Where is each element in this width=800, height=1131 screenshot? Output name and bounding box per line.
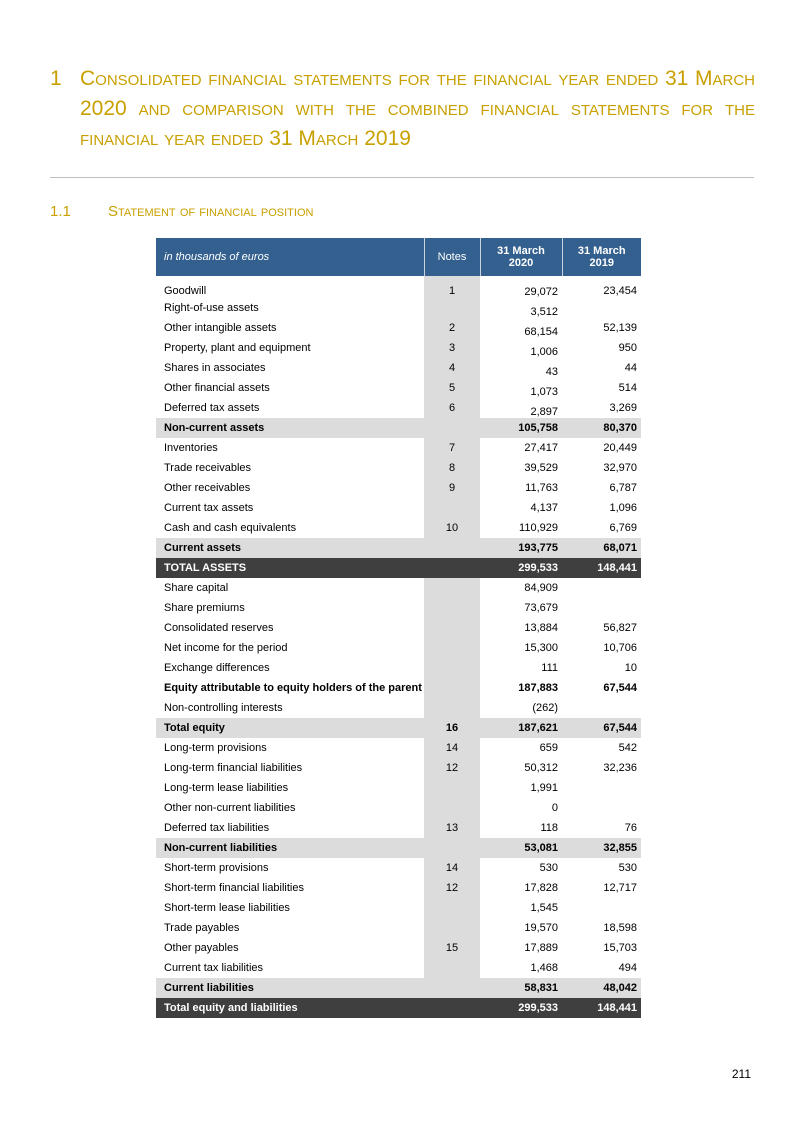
table-row — [156, 358, 641, 378]
row-value-2019: 3,269 — [609, 402, 637, 414]
row-value-2019: 67,544 — [603, 682, 637, 694]
table-row — [156, 698, 641, 718]
row-label: Other financial assets — [164, 382, 270, 394]
row-label: Other non-current liabilities — [164, 802, 296, 814]
row-note — [424, 638, 480, 658]
table-row — [156, 498, 641, 518]
row-label: Trade receivables — [164, 462, 252, 474]
table-row — [156, 978, 641, 998]
table-row — [156, 758, 641, 778]
table-row — [156, 518, 641, 538]
row-note: 9 — [424, 478, 480, 498]
section-number: 1 — [50, 67, 62, 90]
row-value-2020: 2,897 — [530, 406, 558, 418]
table-row — [156, 598, 641, 618]
row-value-2019: 12,717 — [603, 882, 637, 894]
row-note: 16 — [424, 718, 480, 738]
row-value-2019: 494 — [618, 962, 637, 974]
row-label: Other receivables — [164, 482, 251, 494]
row-value-2019: 52,139 — [603, 322, 637, 334]
row-value-2020: 17,889 — [524, 942, 558, 954]
row-label: Total equity — [156, 718, 424, 738]
table-row — [156, 838, 641, 858]
row-label: Short-term provisions — [164, 862, 269, 874]
row-label: Non-current liabilities — [156, 838, 424, 858]
row-value-2020: (262) — [532, 702, 558, 714]
row-value-2020: 73,679 — [524, 602, 558, 614]
section-heading — [50, 64, 755, 154]
year-2020-header: 31 March 2020 — [480, 238, 562, 276]
table-row — [156, 538, 641, 558]
row-value-2020: 1,006 — [530, 346, 558, 358]
row-value-2019 — [562, 898, 641, 918]
row-value-2020: 53,081 — [480, 838, 562, 858]
table-row — [156, 918, 641, 938]
page-number: 211 — [731, 1067, 751, 1081]
table-row — [156, 858, 641, 878]
row-label: Non-current assets — [156, 418, 424, 438]
subsection-title: Statement of financial position — [108, 203, 314, 220]
row-value-2019: 950 — [618, 342, 637, 354]
row-label: Current tax assets — [164, 502, 254, 514]
row-value-2020: 58,831 — [480, 978, 562, 998]
row-value-2020: 43 — [545, 366, 558, 378]
row-value-2020: 15,300 — [524, 642, 558, 654]
row-value-2020: 1,073 — [530, 386, 558, 398]
table-row — [156, 276, 641, 298]
row-note — [424, 658, 480, 678]
row-label: Consolidated reserves — [164, 622, 274, 634]
row-value-2019 — [562, 698, 641, 718]
table-row — [156, 958, 641, 978]
notes-header: Notes — [424, 238, 480, 276]
row-label: Long-term provisions — [164, 742, 267, 754]
row-label: Trade payables — [164, 922, 240, 934]
row-value-2020: 13,884 — [524, 622, 558, 634]
row-note — [424, 778, 480, 798]
row-value-2019: 67,544 — [562, 718, 641, 738]
row-label: Long-term lease liabilities — [164, 782, 289, 794]
row-note — [424, 678, 480, 698]
row-note — [424, 998, 480, 1018]
row-note: 13 — [424, 818, 480, 838]
table-header-row — [156, 238, 641, 276]
unit-header: in thousands of euros — [156, 238, 424, 276]
row-label: Cash and cash equivalents — [164, 522, 297, 534]
table-row — [156, 338, 641, 358]
row-value-2020: 299,533 — [480, 558, 562, 578]
table-body — [156, 276, 641, 1018]
table-row — [156, 878, 641, 898]
row-value-2019: 20,449 — [603, 442, 637, 454]
row-value-2020: 19,570 — [524, 922, 558, 934]
table-row — [156, 618, 641, 638]
row-value-2019: 1,096 — [609, 502, 637, 514]
row-label: Property, plant and equipment — [164, 342, 311, 354]
table-row — [156, 798, 641, 818]
row-label: Short-term lease liabilities — [164, 902, 290, 914]
row-value-2019 — [562, 598, 641, 618]
row-note: 7 — [424, 438, 480, 458]
row-label: Total equity and liabilities — [156, 998, 424, 1018]
row-note — [424, 418, 480, 438]
row-value-2020: 1,468 — [530, 962, 558, 974]
row-value-2019 — [562, 578, 641, 598]
subsection-heading — [50, 203, 313, 220]
row-note — [424, 698, 480, 718]
row-value-2019: 542 — [618, 742, 637, 754]
row-value-2020: 50,312 — [524, 762, 558, 774]
row-note: 5 — [424, 378, 480, 398]
row-value-2020: 3,512 — [530, 306, 558, 318]
row-value-2020: 187,621 — [480, 718, 562, 738]
financial-position-table — [156, 238, 641, 1018]
row-label: Right-of-use assets — [164, 302, 259, 314]
row-value-2020: 530 — [539, 862, 558, 874]
row-note — [424, 578, 480, 598]
table-row — [156, 578, 641, 598]
row-label: Exchange differences — [164, 662, 270, 674]
heading-divider — [50, 177, 754, 178]
row-value-2019: 6,769 — [609, 522, 637, 534]
table-row — [156, 438, 641, 458]
row-note — [424, 298, 480, 318]
row-value-2020: 299,533 — [480, 998, 562, 1018]
row-value-2019 — [562, 798, 641, 818]
row-value-2020: 17,828 — [524, 882, 558, 894]
table-row — [156, 818, 641, 838]
row-value-2020: 187,883 — [518, 682, 558, 694]
row-label: Long-term financial liabilities — [164, 762, 303, 774]
table-row — [156, 638, 641, 658]
row-value-2019: 148,441 — [562, 558, 641, 578]
row-value-2019: 6,787 — [609, 482, 637, 494]
row-note: 6 — [424, 398, 480, 418]
row-value-2020: 118 — [540, 822, 558, 834]
table-row — [156, 558, 641, 578]
row-value-2020: 0 — [551, 802, 558, 814]
row-note — [424, 498, 480, 518]
row-note — [424, 898, 480, 918]
row-note: 10 — [424, 518, 480, 538]
table-row — [156, 998, 641, 1018]
row-label: Other payables — [164, 942, 239, 954]
row-value-2020: 110,929 — [519, 522, 558, 534]
row-note — [424, 558, 480, 578]
row-value-2020: 68,154 — [524, 326, 558, 338]
row-note: 8 — [424, 458, 480, 478]
table-row — [156, 738, 641, 758]
row-value-2019: 80,370 — [562, 418, 641, 438]
table-row — [156, 418, 641, 438]
row-value-2020: 4,137 — [530, 502, 558, 514]
row-note: 2 — [424, 318, 480, 338]
table-row — [156, 658, 641, 678]
row-value-2020: 1,545 — [530, 902, 558, 914]
row-label: Inventories — [164, 442, 218, 454]
row-label: Goodwill — [164, 285, 207, 297]
row-value-2019: 32,236 — [603, 762, 637, 774]
row-note — [424, 978, 480, 998]
subsection-number: 1.1 — [50, 203, 71, 220]
row-value-2019: 10,706 — [603, 642, 637, 654]
row-value-2019: 48,042 — [562, 978, 641, 998]
row-note — [424, 598, 480, 618]
row-value-2019 — [562, 778, 641, 798]
row-note: 14 — [424, 738, 480, 758]
row-value-2020: 105,758 — [480, 418, 562, 438]
row-value-2019: 514 — [618, 382, 637, 394]
row-label: Non-controlling interests — [164, 702, 283, 714]
row-value-2019: 148,441 — [562, 998, 641, 1018]
row-value-2019: 68,071 — [562, 538, 641, 558]
table-row — [156, 938, 641, 958]
row-label: Short-term financial liabilities — [164, 882, 304, 894]
row-note: 12 — [424, 758, 480, 778]
row-value-2020: 659 — [539, 742, 558, 754]
row-note: 14 — [424, 858, 480, 878]
row-label: Share capital — [164, 582, 229, 594]
row-value-2019: 32,970 — [603, 462, 637, 474]
row-value-2019: 530 — [618, 862, 637, 874]
table-row — [156, 458, 641, 478]
table-row — [156, 778, 641, 798]
row-label: Shares in associates — [164, 362, 266, 374]
row-label: Deferred tax assets — [164, 402, 260, 414]
row-value-2019: 44 — [624, 362, 637, 374]
row-note — [424, 798, 480, 818]
row-note — [424, 918, 480, 938]
row-value-2020: 39,529 — [524, 462, 558, 474]
row-value-2019: 15,703 — [603, 942, 637, 954]
row-value-2019: 23,454 — [603, 285, 637, 297]
row-value-2020: 111 — [541, 662, 558, 674]
row-label: Net income for the period — [164, 642, 288, 654]
row-label: Current tax liabilities — [164, 962, 264, 974]
row-label: Equity attributable to equity holders of the parent — [164, 682, 422, 694]
row-value-2020: 193,775 — [480, 538, 562, 558]
row-label: Current assets — [156, 538, 424, 558]
row-label: Deferred tax liabilities — [164, 822, 270, 834]
row-label: Share premiums — [164, 602, 245, 614]
row-note — [424, 538, 480, 558]
row-note — [424, 618, 480, 638]
row-label: TOTAL ASSETS — [156, 558, 424, 578]
table-row — [156, 298, 641, 318]
table-row — [156, 678, 641, 698]
row-note: 15 — [424, 938, 480, 958]
row-value-2020: 27,417 — [524, 442, 558, 454]
row-value-2019: 56,827 — [603, 622, 637, 634]
row-note — [424, 838, 480, 858]
row-value-2019: 32,855 — [562, 838, 641, 858]
row-label: Other intangible assets — [164, 322, 277, 334]
row-note — [424, 958, 480, 978]
row-note: 12 — [424, 878, 480, 898]
table-row — [156, 398, 641, 418]
table-row — [156, 718, 641, 738]
row-value-2020: 11,763 — [525, 482, 558, 494]
row-value-2020: 1,991 — [530, 782, 558, 794]
row-value-2019: 76 — [624, 822, 637, 834]
table-row — [156, 378, 641, 398]
table-row — [156, 898, 641, 918]
row-value-2019: 18,598 — [603, 922, 637, 934]
section-title: Consolidated financial statements for the financial year ended 31 March 2020 and comparison with the combined financial statements for the financial year ended 31 March 2019 — [80, 67, 755, 150]
table-row — [156, 478, 641, 498]
row-note: 1 — [424, 276, 480, 298]
row-value-2019: 10 — [624, 662, 637, 674]
row-label: Current liabilities — [156, 978, 424, 998]
row-value-2020: 84,909 — [524, 582, 558, 594]
row-note: 4 — [424, 358, 480, 378]
year-2019-header: 31 March 2019 — [562, 238, 641, 276]
row-value-2019 — [562, 298, 641, 318]
row-value-2020: 29,072 — [524, 286, 558, 298]
table-row — [156, 318, 641, 338]
row-note: 3 — [424, 338, 480, 358]
